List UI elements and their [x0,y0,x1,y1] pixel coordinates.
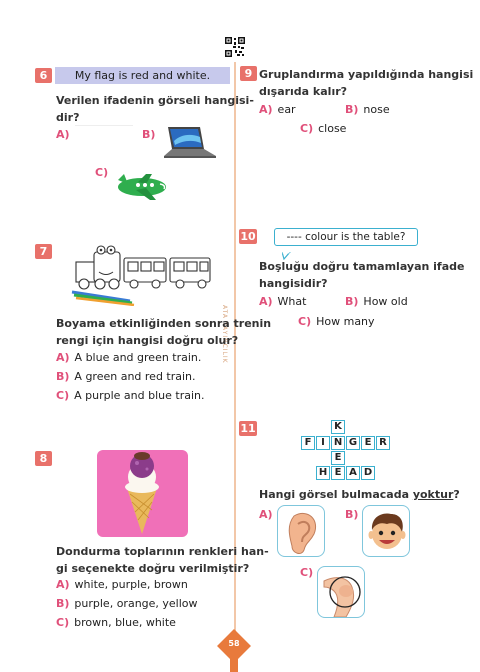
q10-option-b[interactable] [345,295,408,308]
q11-option-c[interactable] [300,566,318,579]
q10-option-c[interactable] [298,315,375,328]
q6-question-line1: Verilen ifadenin görseli hangisi- [56,94,254,107]
q9-option-b-letter: B) [345,103,359,116]
q8-option-c-letter: C) [56,616,70,629]
q7-option-b-letter: B) [56,370,70,383]
q9-option-c-text: close [318,122,347,135]
question-number-11: 11 [240,422,256,435]
crossword-cell: A [346,466,360,480]
q6-question [56,92,254,126]
q8-option-a[interactable] [56,578,188,591]
q9-option-b-text: nose [363,103,390,116]
q7-option-a-letter: A) [56,351,70,364]
page-number: 58 [228,639,240,648]
q9-option-a-letter: A) [259,103,273,116]
publisher-vertical-text: ATA YAYINCILIK [221,305,228,364]
q10-option-a-text: What [277,295,307,308]
q9-option-a[interactable] [259,103,296,116]
crossword-cell: E [331,466,345,480]
q9-option-c-letter: C) [300,122,314,135]
q7-option-a[interactable] [56,351,201,364]
question-number-9: 9 [240,66,257,81]
q8-question [56,543,269,577]
q11-question-post: ? [453,488,460,501]
q6-option-b-letter: B) [142,128,156,141]
q7-option-b-text: A green and red train. [74,370,196,383]
q10-option-b-letter: B) [345,295,359,308]
crossword-cell: D [361,466,375,480]
q6-option-a-letter: A) [56,128,70,141]
q10-option-c-text: How many [316,315,375,328]
question-number-6: 6 [35,68,52,83]
crossword-cell: R [376,436,390,450]
q7-option-c-letter: C) [56,389,70,402]
q8-question-line1: Dondurma toplarının renkleri han- [56,545,269,558]
q8-option-c[interactable] [56,616,176,629]
knee-image [317,566,365,618]
q10-option-a[interactable] [259,295,306,308]
q9-option-c[interactable] [300,122,346,135]
face-image [362,505,410,557]
q10-question-line2: hangisidir? [259,277,328,290]
q6-option-c[interactable] [95,166,113,179]
q10-option-b-text: How old [363,295,408,308]
q10-question-line1: Boşluğu doğru tamamlayan ifade [259,260,465,273]
q8-option-a-text: white, purple, brown [74,578,188,591]
q8-option-a-letter: A) [56,578,70,591]
question-number-10: 10 [240,230,256,243]
crossword-cell: K [331,420,345,434]
q11-option-b[interactable] [345,508,363,521]
qr-code [225,37,245,57]
q10-option-a-letter: A) [259,295,273,308]
ice-cream-image [97,450,188,537]
q7-question-line1: Boyama etkinliğinden sonra trenin [56,317,272,330]
q10-option-c-letter: C) [298,315,312,328]
q9-question-line2: dışarıda kalır? [259,85,348,98]
q6-question-line2: dir? [56,111,80,124]
q8-option-b-text: purple, orange, yellow [74,597,198,610]
airplane-image [112,170,170,208]
q11-question-underlined: yoktur [412,488,454,501]
q8-question-line2: gi seçenekte doğru verilmiştir? [56,562,250,575]
q11-option-b-letter: B) [345,508,359,521]
crossword-cell: I [316,436,330,450]
question-number-7: 7 [35,244,52,259]
q7-option-a-text: A blue and green train. [74,351,202,364]
q10-speech-bubble: ---- colour is the table? [274,228,418,246]
q8-option-b[interactable] [56,597,198,610]
q11-question-pre: Hangi görsel bulmacada [259,488,413,501]
q6-option-c-letter: C) [95,166,109,179]
q10-question [259,258,464,292]
q7-option-c[interactable] [56,389,204,402]
crossword-cell: G [346,436,360,450]
q11-option-c-letter: C) [300,566,314,579]
q6-banner: My flag is red and white. [55,67,230,84]
question-number-8: 8 [35,451,52,466]
crossword-cell: N [331,436,345,450]
q6-option-b[interactable] [142,128,160,141]
q7-option-c-text: A purple and blue train. [74,389,205,402]
q11-option-a-letter: A) [259,508,273,521]
ear-image [277,505,325,557]
q7-question [56,315,271,349]
q8-option-b-letter: B) [56,597,70,610]
crossword-cell: F [301,436,315,450]
laptop-image [160,125,218,165]
q11-question [259,486,460,503]
q7-question-line2: rengi için hangisi doğru olur? [56,334,239,347]
q11-option-a[interactable] [259,508,278,521]
crossword-cell: H [316,466,330,480]
q6-option-a-image-empty [75,125,133,126]
q7-option-b[interactable] [56,370,196,383]
train-coloring-image [70,244,215,310]
q9-question-line1: Gruplandırma yapıldığında hangisi [259,68,474,81]
q6-option-a[interactable] [56,128,75,141]
q9-option-a-text: ear [277,103,296,116]
q9-option-b[interactable] [345,103,390,116]
crossword-cell: E [331,451,345,465]
q9-question [259,66,473,100]
q8-option-c-text: brown, blue, white [74,616,176,629]
crossword-cell: E [361,436,375,450]
